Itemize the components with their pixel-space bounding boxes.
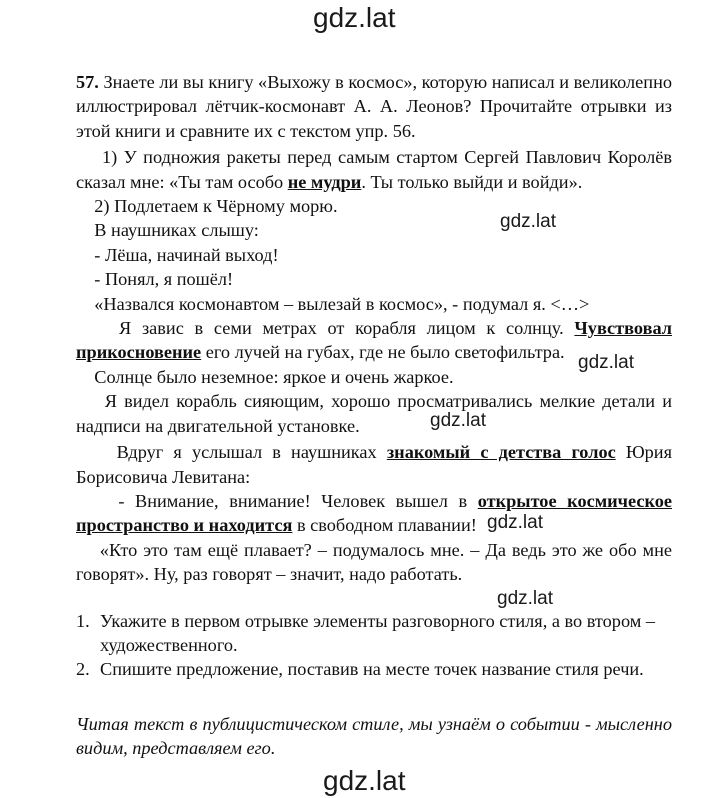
- italic-quote: Читая текст в публицистическом стиле, мы узнаём о событии - мысленно видим, представляем его.: [76, 713, 672, 759]
- intro-text: Знаете ли вы книгу «Выхожу в космос», которую написал и великолепно иллюстрировал лётчик-космонавт А. А. Леонов? Прочитайте отрывки из этой книги и сравните их с текстом упр. 56.: [76, 72, 672, 141]
- paragraph-2-text: Солнце было неземное: яркое и очень жаркое.: [94, 366, 454, 387]
- dialogue-line: [76, 218, 672, 242]
- excerpt-2-heading: [76, 194, 672, 218]
- excerpt-1-after: . Ты только выйди и войди».: [361, 171, 583, 192]
- paragraph-6: [76, 538, 672, 587]
- watermark-bottom: gdz.lat: [323, 765, 406, 796]
- dialogue-line: [76, 292, 672, 316]
- exercise-text: [76, 70, 672, 761]
- watermark: gdz.lat: [500, 211, 556, 232]
- task-item: [76, 657, 672, 681]
- paragraph-4-emphasis: знакомый с детства голос: [386, 442, 616, 463]
- paragraph-3: [76, 389, 672, 438]
- excerpt-1-emphasis: не мудри: [287, 171, 362, 192]
- task-number: 1.: [76, 610, 90, 631]
- paragraph-1-after: его лучей на губах, где не было светофильтра.: [201, 342, 565, 363]
- dialogue-line-1: В наушниках слышу:: [94, 220, 259, 241]
- task-text: Спишите предложение, поставив на месте точек название стиля речи.: [100, 659, 644, 680]
- paragraph-1-emphasis: Чувствовал прикосновение: [76, 318, 673, 363]
- paragraph-5-before: - Внимание, внимание! Человек вышел в: [118, 490, 478, 511]
- paragraph-6-text: «Кто это там ещё плавает? – подумалось мне. – Да ведь это же обо мне говорят». Ну, раз говорят – значит, надо работать.: [76, 539, 672, 585]
- dialogue-line-2: - Лёша, начинай выход!: [94, 244, 279, 265]
- exercise-number: 57.: [76, 72, 99, 92]
- task-text: Укажите в первом отрывке элементы разговорного стиля, а во втором – художественного.: [100, 610, 656, 655]
- dialogue-line: [76, 243, 672, 267]
- excerpt-2-heading-text: 2) Подлетаем к Чёрному морю.: [94, 196, 338, 217]
- paragraph-5-after: в свободном плавании!: [292, 515, 477, 536]
- watermark: gdz.lat: [430, 410, 486, 431]
- paragraph-3-text: Я видел корабль сияющим, хорошо просматривались мелкие детали и надписи на двигательной установке.: [76, 391, 673, 436]
- dialogue-line-3: - Понял, я пошёл!: [94, 269, 234, 290]
- task-number: 2.: [76, 659, 90, 680]
- task-item: [76, 609, 672, 658]
- paragraph-2: [76, 365, 672, 389]
- watermark: gdz.lat: [487, 512, 543, 533]
- paragraph-1-before: Я завис в семи метрах от корабля лицом к солнцу.: [119, 318, 575, 339]
- watermark: gdz.lat: [497, 588, 553, 609]
- watermark: gdz.lat: [578, 352, 634, 373]
- watermark-top: gdz.lat: [313, 2, 396, 33]
- dialogue-line-4: «Назвался космонавтом – вылезай в космос», - подумал я. <…>: [94, 293, 590, 314]
- exercise-intro: [76, 70, 672, 143]
- paragraph-1: [76, 316, 672, 365]
- paragraph-5: [76, 489, 672, 538]
- paragraph-5-emphasis: открытое космическое пространство и находится: [76, 490, 672, 536]
- dialogue-line: [76, 267, 672, 291]
- excerpt-1: [76, 145, 672, 194]
- paragraph-4-after: Юрия Борисовича Левитана:: [76, 442, 673, 487]
- paragraph-4: [76, 440, 672, 489]
- paragraph-4-before: Вдруг я услышал в наушниках: [116, 442, 387, 463]
- excerpt-1-before: 1) У подножия ракеты перед самым стартом Сергей Павлович Королёв сказал мне: «Ты там особо: [76, 147, 672, 192]
- task-list: [76, 609, 672, 682]
